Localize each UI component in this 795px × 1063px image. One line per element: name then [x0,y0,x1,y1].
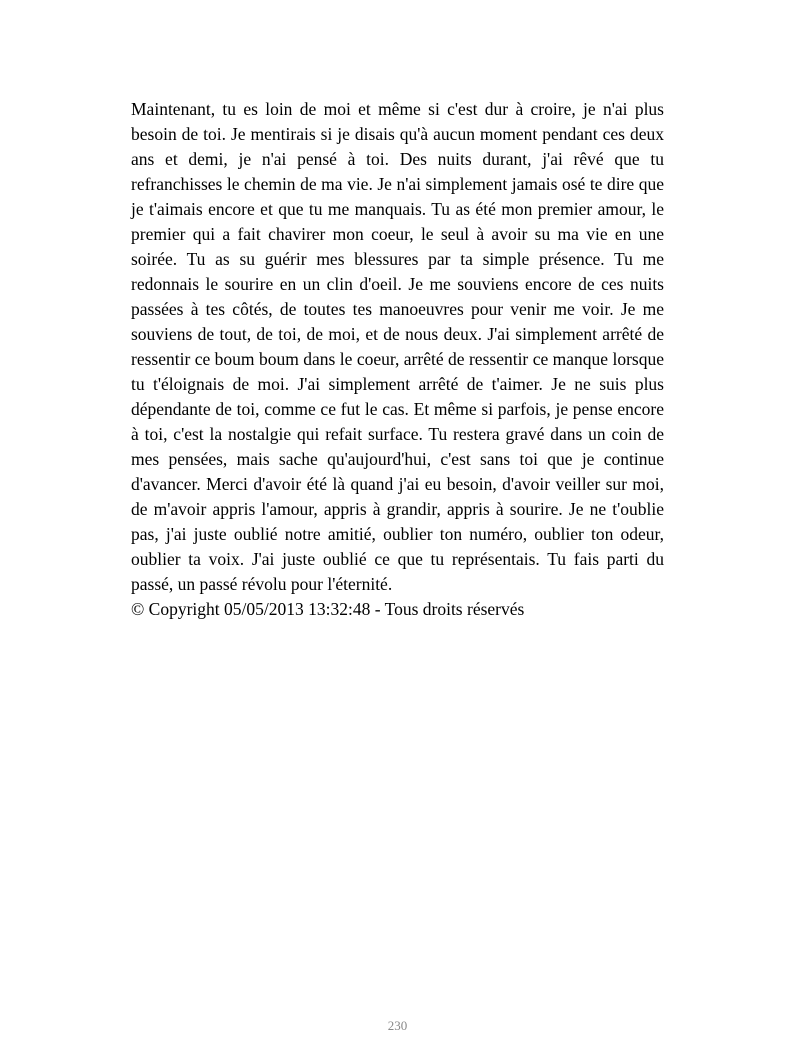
body-paragraph: Maintenant, tu es loin de moi et même si c'est dur à croire, je n'ai plus besoin de toi. Je mentirais si je disais qu'à aucun moment pendant ces deux ans et demi, je n'ai pensé à toi. Des nuits durant, j'ai rêvé que tu refranchisses le chemin de ma vie. Je n'ai simplement jamais osé te dire que je t'aimais encore et que tu me manquais. Tu as été mon premier amour, le premier qui a fait chavirer mon coeur, le seul à avoir su ma vie en une soirée. Tu as su guérir mes blessures par ta simple présence. Tu me redonnais le sourire en un clin d'oeil. Je me souviens encore de ces nuits passées à tes côtés, de toutes tes manoeuvres pour venir me voir. Je me souviens de tout, de toi, de moi, et de nous deux. J'ai simplement arrêté de ressentir ce boum boum dans le coeur, arrêté de ressentir ce manque lorsque tu t'éloignais de moi. J'ai simplement arrêté de t'aimer. Je ne suis plus dépendante de toi, comme ce fut le cas. Et même si parfois, je pense encore à toi, c'est la nostalgie qui refait surface. Tu restera gravé dans un coin de mes pensées, mais sache qu'aujourd'hui, c'est sans toi que je continue d'avancer. Merci d'avoir été là quand j'ai eu besoin, d'avoir veiller sur moi, de m'avoir appris l'amour, appris à grandir, appris à sourire. Je ne t'oublie pas, j'ai juste oublié notre amitié, oublier ton numéro, oublier ton odeur, oublier ta voix. J'ai juste oublié ce que tu représentais. Tu fais parti du passé, un passé révolu pour l'éternité. [131,99,664,594]
page-number: 230 [387,1018,408,1033]
copyright-line: © Copyright 05/05/2013 13:32:48 - Tous droits réservés [131,599,525,619]
text-block [131,97,664,622]
